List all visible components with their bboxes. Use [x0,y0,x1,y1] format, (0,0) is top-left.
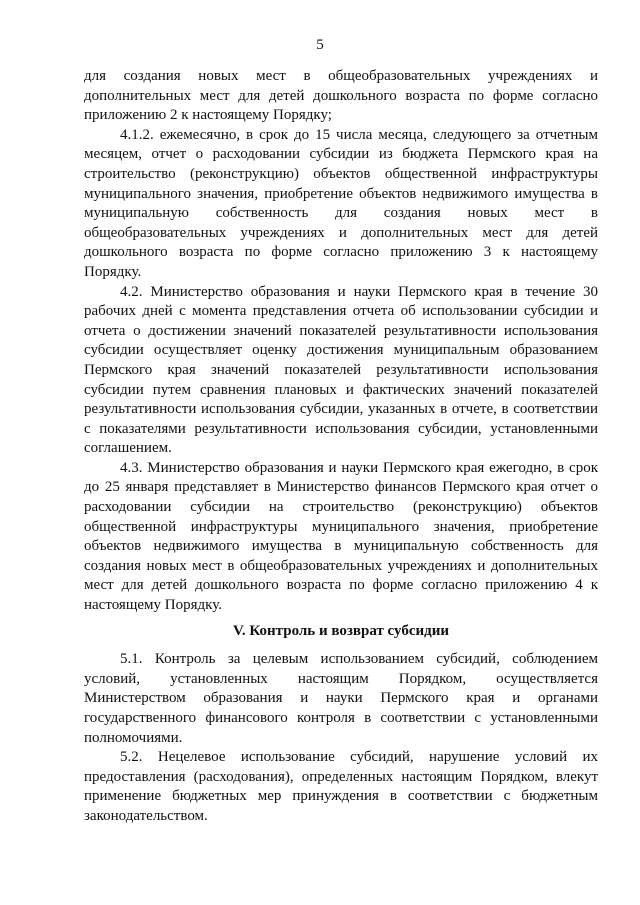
document-body [84,67,598,827]
section-heading: V. Контроль и возврат субсидии [233,622,449,639]
paragraph-5-1: 5.1. Контроль за целевым использованием субсидий, соблюдением условий, установленных настоящим Порядком, осуществляется Министерством образования и науки Пермского края и органами государственного финансового контроля в соответствии с установленными полномочиями. [84,651,598,746]
paragraph-4-1-2: 4.1.2. ежемесячно, в срок до 15 числа месяца, следующего за отчетным месяцем, отчет о расходовании субсидии из бюджета Пермского края на строительство (реконструкцию) объектов общественной инфраструктуры муниципального значения, приобретение объектов недвижимого имущества в муниципальную собственность для создания новых мест в общеобразовательных учреждениях и дополнительных мест для детей дошкольного возраста по форме согласно приложению 3 к настоящему Порядку. [84,126,598,280]
paragraph-5-2: 5.2. Нецелевое использование субсидий, нарушение условий их предоставления (расходования), определенных настоящим Порядком, влекут применение бюджетных мер принуждения в соответствии с бюджетным законодательством. [84,749,598,824]
paragraph-4-2: 4.2. Министерство образования и науки Пермского края в течение 30 рабочих дней с момента представления отчета об использовании субсидии и отчета о достижении значений показателей результативности использования субсидии осуществляет оценку достижения муниципальным образованием Пермского края значений показателей результативности использования субсидии путем сравнения плановых и фактических значений показателей результативности использования субсидии, указанных в отчете, в соответствии с показателями результативности использования субсидии, установленными соглашением. [84,283,598,457]
paragraph-4-3: 4.3. Министерство образования и науки Пермского края ежегодно, в срок до 25 января представляет в Министерство финансов Пермского края отчет о расходовании субсидии на строительство (реконструкцию) объектов общественной инфраструктуры муниципального значения, приобретение объектов недвижимого имущества в муниципальную собственность для создания новых мест в общеобразовательных учреждениях и дополнительных мест для детей дошкольного возраста по форме согласно приложению 4 к настоящему Порядку. [84,459,598,614]
page-number: 5 [316,37,324,53]
paragraph-continuation: для создания новых мест в общеобразовательных учреждениях и дополнительных мест для детей дошкольного возраста по форме согласно приложению 2 к настоящему Порядку; [84,68,598,124]
